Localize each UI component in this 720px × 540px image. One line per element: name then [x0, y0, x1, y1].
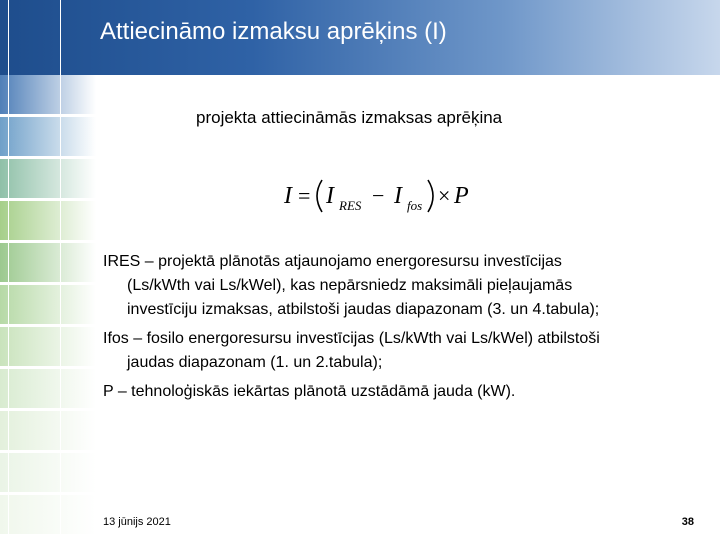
page-number: 38 [681, 516, 694, 528]
formula-term1: I [326, 183, 334, 209]
title-bar [0, 0, 720, 75]
slide-subtitle: projekta attiecināmās izmaksas aprēķina [196, 108, 503, 127]
formula-equals: = [298, 183, 311, 208]
formula-term2: I [394, 183, 402, 209]
right-paren [428, 180, 433, 212]
decor-tile [0, 201, 96, 240]
formula-minus: − [372, 183, 385, 208]
definition-line: (Ls/kWth vai Ls/kWel), kas nepārsniedz maksimāli pieļaujamās [127, 277, 573, 294]
footer-date: 13 jūnijs 2021 [103, 516, 171, 528]
definition-line: investīciju izmaksas, atbilstoši jaudas diapazonam (3. un 4.tabula); [127, 301, 600, 318]
definition-ires [103, 250, 703, 322]
definition-ifos [103, 327, 703, 375]
left-decoration [0, 75, 96, 540]
slide-title: Attiecināmo izmaksu aprēķins (I) [100, 18, 447, 45]
definition-line: P – tehnoloģiskās iekārtas plānotā uzstādāmā jauda (kW). [103, 383, 516, 400]
formula-graphic [282, 172, 482, 216]
decor-tile [0, 243, 96, 282]
definition-line: jaudas diapazonam (1. un 2.tabula); [127, 354, 383, 371]
decor-tile [0, 369, 96, 408]
decor-tile [0, 411, 96, 450]
decor-line [8, 0, 9, 540]
formula-term1-sub: RES [339, 198, 362, 213]
decor-tile [0, 453, 96, 492]
formula-factor: P [454, 183, 469, 209]
formula-times: × [438, 183, 451, 208]
formula-term2-sub: fos [407, 198, 423, 213]
definition-line: Ifos – fosilo energoresursu investīcijas (Ls/kWth vai Ls/kWel) atbilstoši [103, 330, 600, 347]
decor-tile [0, 285, 96, 324]
left-paren [317, 180, 322, 212]
decor-tile [0, 75, 96, 114]
decor-tile [0, 159, 96, 198]
cost-formula [282, 172, 482, 216]
decor-tile [0, 327, 96, 366]
decor-tile [0, 495, 96, 534]
definition-p [103, 380, 703, 404]
formula-lhs: I [284, 183, 292, 209]
definition-line: IRES – projektā plānotās atjaunojamo energoresursu investīcijas [103, 253, 562, 270]
decor-tile [0, 117, 96, 156]
decor-line [60, 0, 61, 540]
